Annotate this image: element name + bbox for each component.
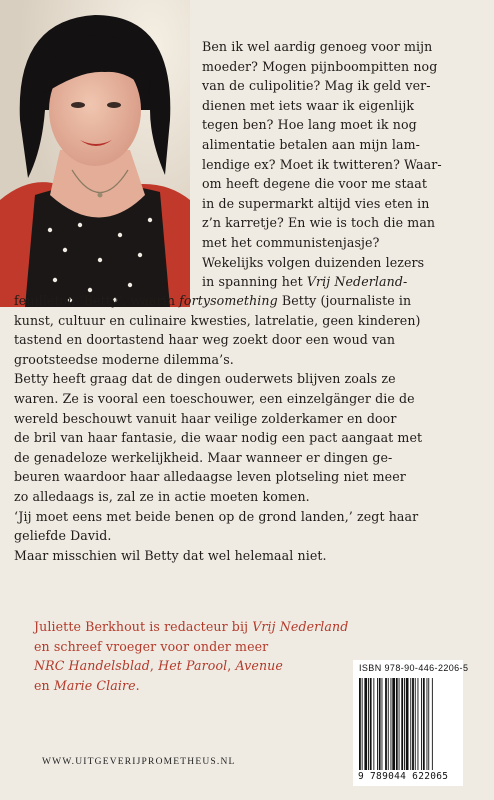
blurb-line: dienen met iets waar ik eigenlijk — [202, 97, 415, 113]
blurb-line: zo alledaags is, zal ze in actie moeten komen. — [14, 488, 310, 504]
barcode-bar — [382, 678, 383, 770]
blurb-line: de bril van haar fantasie, die waar nodig een pact aangaat met — [14, 430, 423, 446]
blurb-line: kunst, cultuur en culinaire kwesties, latrelatie, geen kinderen) — [14, 312, 421, 328]
barcode-bar — [418, 678, 419, 770]
barcode-bar — [392, 678, 395, 770]
blurb-line: alimentatie betalen aan mijn lam- — [202, 136, 421, 152]
blurb-line: waren. Ze is vooral een toeschouwer, een einzelgänger die de — [14, 390, 415, 406]
blurb-line: moeder? Mogen pijnboompitten nog — [202, 58, 438, 74]
barcode-bar — [412, 678, 414, 770]
barcode-bar — [362, 678, 363, 770]
blurb-line: Ben ik wel aardig genoeg voor mijn — [202, 39, 433, 54]
author-bio-line: Juliette Berkhout is redacteur bij Vrij Nederland — [34, 619, 349, 634]
barcode — [353, 660, 463, 786]
barcode-bar — [421, 678, 422, 770]
blurb-line: Wekelijks volgen duizenden lezers — [202, 254, 425, 270]
barcode-bar — [415, 678, 416, 770]
barcode-bar — [406, 678, 409, 770]
author-bio-line: en Marie Claire. — [34, 677, 140, 693]
author-bio-line: NRC Handelsblad, Het Parool, Avenue — [34, 658, 283, 674]
barcode-bar — [373, 678, 374, 770]
blurb-line: in spanning het Vrij Nederland- — [202, 274, 408, 290]
barcode-bar — [359, 678, 361, 770]
blurb-line: om heeft degene die voor me staat — [202, 176, 428, 192]
publisher-url: WWW.UITGEVERIJPROMETHEUS.NL — [42, 757, 236, 767]
author-bio-line: en schreef vroeger voor onder meer — [34, 638, 269, 654]
blurb-full-width — [14, 291, 484, 565]
blurb-line: geliefde David. — [14, 528, 112, 544]
blurb-line: tastend en doortastend haar weg zoekt door een woud van — [14, 332, 396, 348]
barcode-bar — [432, 678, 433, 770]
blurb-line: beuren waardoor haar alledaagse leven plotseling niet meer — [14, 469, 406, 485]
blurb-line: wereld beschouwt vanuit haar veilige zolderkamer en door — [14, 410, 397, 426]
barcode-bar — [368, 678, 369, 770]
barcode-bar — [427, 678, 428, 770]
blurb-line: grootsteedse moderne dilemma’s. — [14, 351, 234, 367]
blurb-line: tegen ben? Hoe lang moet ik nog — [202, 117, 417, 133]
barcode-bar — [385, 678, 387, 770]
blurb-line: van de culipolitie? Mag ik geld ver- — [202, 78, 431, 94]
barcode-bar — [370, 678, 372, 770]
blurb-line: z’n karretje? En wie is toch die man — [202, 215, 436, 231]
author-bio — [34, 617, 354, 695]
barcode-bar — [399, 678, 400, 770]
barcode-bar — [428, 678, 429, 770]
blurb-line: feuilleton ‘Betty’, waarin fortysomething Betty (journaliste in — [14, 293, 412, 308]
barcode-bar — [388, 678, 389, 770]
barcode-bar — [377, 678, 378, 770]
barcode-bar — [423, 678, 425, 770]
barcode-bar — [401, 678, 403, 770]
isbn-label: ISBN 978-90-446-2206-5 — [359, 663, 469, 673]
blurb-line: Betty heeft graag dat de dingen ouderwets blijven zoals ze — [14, 371, 396, 387]
barcode-bar — [410, 678, 411, 770]
blurb-line: lendige ex? Moet ik twitteren? Waar- — [202, 156, 442, 172]
barcode-bar — [379, 678, 381, 770]
blurb-line: de genadeloze werkelijkheid. Maar wanneer er dingen ge- — [14, 449, 393, 465]
barcode-bar — [364, 678, 367, 770]
barcode-bar — [396, 678, 398, 770]
barcode-bar — [391, 678, 392, 770]
barcode-number: 9 789044 622065 — [358, 771, 449, 782]
blurb-column — [202, 37, 487, 292]
barcode-bar — [404, 678, 405, 770]
blurb-line: ‘Jij moet eens met beide benen op de grond landen,’ zegt haar — [14, 508, 419, 524]
blurb-line: Maar misschien wil Betty dat wel helemaal niet. — [14, 547, 327, 563]
blurb-line: met het communistenjasje? — [202, 234, 380, 250]
blurb-line: in de supermarkt altijd vies eten in — [202, 195, 430, 211]
